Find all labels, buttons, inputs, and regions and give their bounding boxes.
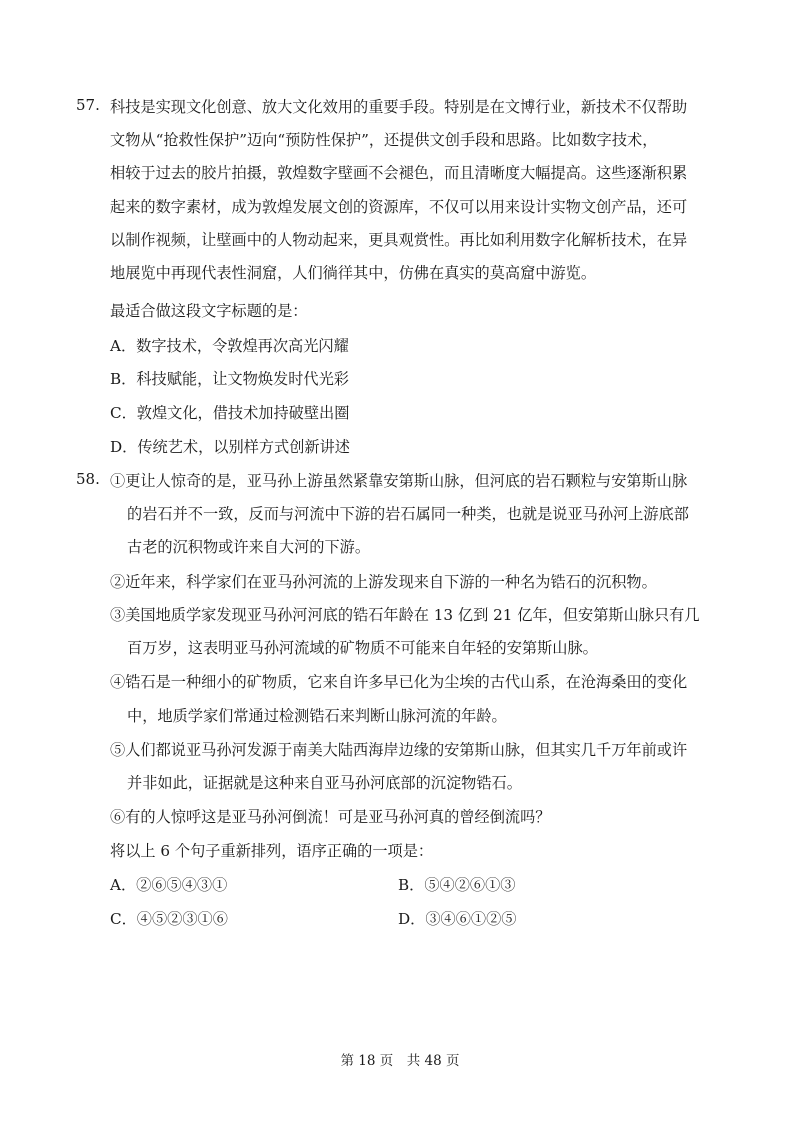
- option-b: B．科技赋能，让文物焕发时代光彩: [110, 370, 349, 388]
- stem-line: 科技是实现文化创意、放大文化效用的重要手段。特别是在文博行业，新技术不仅帮助: [110, 98, 688, 116]
- sentence-1: 的岩石并不一致，反而与河流中下游的岩石属同一种类，也就是说亚马孙河上游底部: [127, 505, 689, 523]
- option-a: A．数字技术，令敦煌再次高光闪耀: [110, 337, 349, 355]
- question-prompt: 将以上 6 个句子重新排列，语序正确的一项是：: [110, 842, 434, 860]
- question-number: 58.: [76, 470, 100, 488]
- sentence-1: ①更让人惊奇的是，亚马孙上游虽然紧靠安第斯山脉，但河底的岩石颗粒与安第斯山脉: [110, 472, 688, 490]
- stem-line: 以制作视频，让壁画中的人物动起来，更具观赏性。再比如利用数字化解析技术，在异: [110, 231, 688, 249]
- sentence-4: ④锆石是一种细小的矿物质，它来自许多早已化为尘埃的古代山系，在沧海桑田的变化: [110, 673, 688, 691]
- option-c: C．敦煌文化，借技术加持破壁出圈: [110, 404, 350, 422]
- sentence-3: ③美国地质学家发现亚马孙河河底的锆石年龄在 13 亿到 21 亿年，但安第斯山脉只有几: [110, 606, 700, 624]
- sentence-5: 并非如此，证据就是这种来自亚马孙河底部的沉淀物锆石。: [127, 774, 522, 792]
- option-c: C．④⑤②③①⑥: [110, 910, 228, 928]
- sentence-4: 中，地质学家们常通过检测锆石来判断山脉河流的年龄。: [127, 707, 507, 725]
- sentence-6: ⑥有的人惊呼这是亚马孙河倒流！可是亚马孙河真的曾经倒流吗？: [110, 808, 551, 826]
- option-a: A．②⑥⑤④③①: [110, 876, 228, 894]
- option-d: D．③④⑥①②⑤: [398, 910, 517, 928]
- stem-line: 地展览中再现代表性洞窟，人们徜徉其中，仿佛在真实的莫高窟中游览。: [110, 264, 596, 282]
- sentence-3: 百万岁，这表明亚马孙河流域的矿物质不可能来自年轻的安第斯山脉。: [127, 639, 598, 657]
- sentence-2: ②近年来，科学家们在亚马孙河流的上游发现来自下游的一种名为锆石的沉积物。: [110, 573, 657, 591]
- question-number: 57.: [76, 96, 100, 114]
- page-footer: 第 18 页 共 48 页: [340, 1053, 460, 1069]
- stem-line: 起来的数字素材，成为敦煌发展文创的资源库，不仅可以用来设计实物文创产品，还可: [110, 198, 688, 216]
- sentence-1: 古老的沉积物或许来自大河的下游。: [127, 538, 370, 556]
- question-prompt: 最适合做这段文字标题的是：: [110, 302, 308, 320]
- stem-line: 文物从“抢救性保护”迈向“预防性保护”，还提供文创手段和思路。比如数字技术，: [110, 131, 658, 149]
- option-d: D．传统艺术，以别样方式创新讲述: [110, 438, 350, 456]
- stem-line: 相较于过去的胶片拍摄，敦煌数字壁画不会褪色，而且清晰度大幅提高。这些逐渐积累: [110, 164, 688, 182]
- sentence-5: ⑤人们都说亚马孙河发源于南美大陆西海岸边缘的安第斯山脉，但其实几千万年前或许: [110, 741, 688, 759]
- option-b: B．⑤④②⑥①③: [398, 876, 516, 894]
